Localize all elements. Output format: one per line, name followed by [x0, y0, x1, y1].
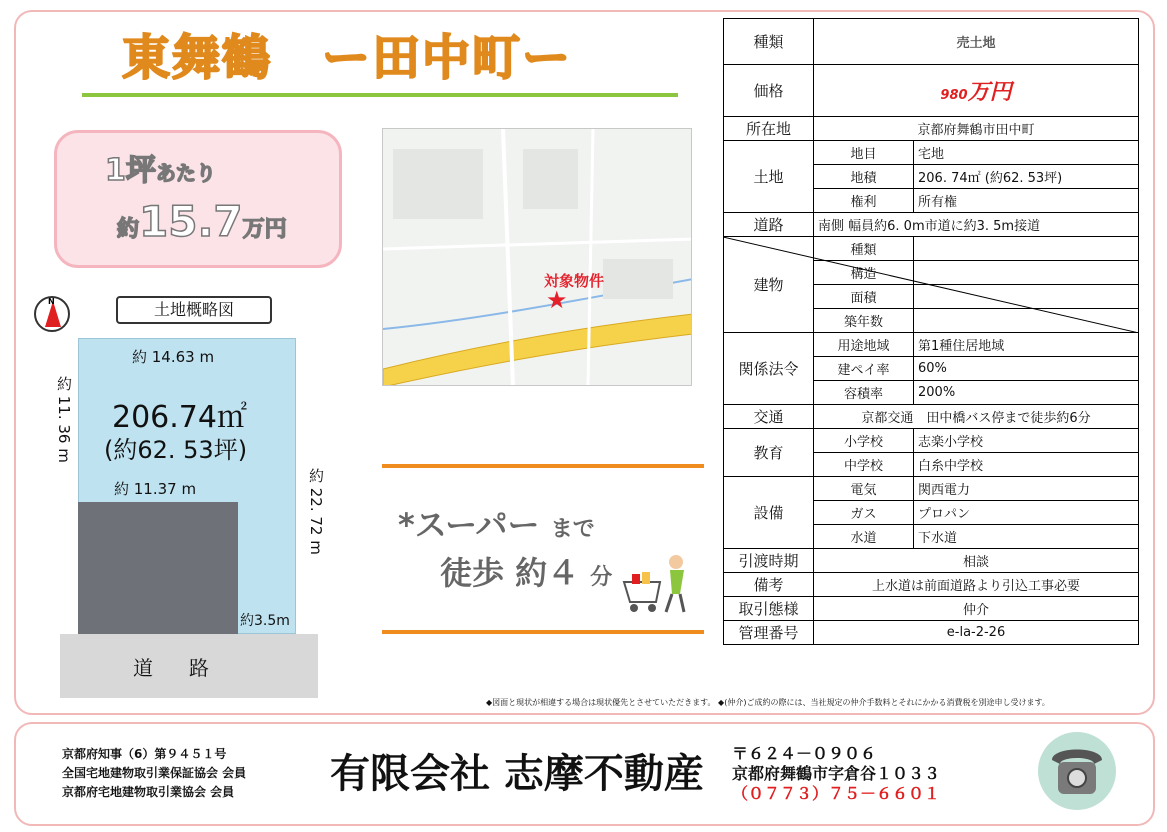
- building-not-applicable-slash: [723, 237, 1139, 333]
- price-unit: 万円: [967, 80, 1012, 105]
- building-key: 建物: [724, 237, 814, 333]
- location-value: 京都府舞鶴市田中町: [814, 117, 1139, 141]
- education-sub-value: 白糸中学校: [914, 453, 1139, 477]
- site-plan-label: 土地概略図: [116, 296, 272, 324]
- facility-key: 設備: [724, 477, 814, 549]
- traffic-value: 京都交通 田中橋バス停まで徒歩約6分: [814, 405, 1139, 429]
- facility-sub-key: 電気: [814, 477, 914, 501]
- table-row: [724, 597, 1139, 621]
- legal-sub-value: 第1種住居地域: [914, 333, 1139, 357]
- price-per-tsubo-value: [117, 197, 287, 246]
- orange-divider-top: [382, 464, 704, 468]
- license-number: 京都府知事（6）第９４５１号: [62, 747, 227, 761]
- telephone-icon: [1038, 732, 1116, 810]
- deal-type-key: 取引態様: [724, 597, 814, 621]
- legal-key: 関係法令: [724, 333, 814, 405]
- education-sub-value: 志楽小学校: [914, 429, 1139, 453]
- dimension-top-width: 約 14.63 m: [132, 348, 215, 366]
- building-sub-key: 種類: [814, 237, 914, 261]
- legal-sub-value: 60%: [914, 357, 1139, 381]
- education-key: 教育: [724, 429, 814, 477]
- building-sub-key: 構造: [814, 261, 914, 285]
- road-key: 道路: [724, 213, 814, 237]
- land-sub-value: 宅地: [914, 141, 1139, 165]
- land-area-tsubo: (約62. 53坪): [104, 436, 248, 464]
- dimension-right-depth: 約 22. 72 m: [307, 468, 325, 555]
- table-row: [724, 405, 1139, 429]
- tsubo-number: 15.7: [139, 197, 243, 246]
- type-value: 売土地: [814, 19, 1139, 65]
- building-sub-key: 面積: [814, 285, 914, 309]
- tsubo-unit: 1坪: [105, 153, 156, 188]
- handover-value: 相談: [814, 549, 1139, 573]
- area-map-drawing: [383, 129, 692, 386]
- walk-time: 徒歩 約４: [440, 554, 580, 592]
- tsubo-price-unit: 万円: [242, 217, 287, 242]
- supermarket-text: *スーパー: [398, 506, 540, 544]
- neighbor-lot: [78, 502, 238, 634]
- north-compass-icon: [34, 296, 70, 332]
- legal-sub-value: 200%: [914, 381, 1139, 405]
- compass-letter: N: [48, 297, 55, 306]
- type-key: 種類: [724, 19, 814, 65]
- tsubo-suffix: あたり: [155, 161, 216, 185]
- page-title: 東舞鶴 ー田中町ー: [122, 30, 573, 86]
- phone-number[interactable]: （０７７３）７５－６６０１: [732, 784, 941, 803]
- road-value: 南側 幅員約6. 0m市道に約3. 5m接道: [814, 213, 1139, 237]
- price-per-tsubo-label: [105, 145, 216, 189]
- shopping-cart-icon: [620, 552, 696, 618]
- legal-sub-key: 容積率: [814, 381, 914, 405]
- walk-time-unit: 分: [590, 565, 613, 590]
- table-row: [724, 549, 1139, 573]
- table-row: [724, 65, 1139, 117]
- license-info: [62, 745, 246, 802]
- orange-divider-bottom: [382, 630, 704, 634]
- table-row: [724, 141, 1139, 165]
- land-sub-key: 地積: [814, 165, 914, 189]
- remarks-key: 備考: [724, 573, 814, 597]
- facility-sub-value: プロパン: [914, 501, 1139, 525]
- title-underline: [82, 93, 678, 97]
- legal-sub-key: 建ペイ率: [814, 357, 914, 381]
- dimension-frontage: 約3.5m: [240, 613, 290, 629]
- association-membership: 全国宅地建物取引業保証協会 会員: [62, 766, 247, 780]
- price-per-tsubo-box: [54, 130, 342, 268]
- association-membership: 京都府宅地建物取引業協会 会員: [62, 785, 235, 799]
- supermarket-suffix: まで: [550, 517, 595, 542]
- area-map: [382, 128, 692, 386]
- remarks-value: 上水道は前面道路より引込工事必要: [814, 573, 1139, 597]
- land-area-sqm: 206.74㎡: [112, 400, 247, 435]
- land-key: 土地: [724, 141, 814, 213]
- company-address: [732, 744, 940, 804]
- management-number-key: 管理番号: [724, 621, 814, 645]
- location-key: 所在地: [724, 117, 814, 141]
- land-sub-key: 地目: [814, 141, 914, 165]
- table-row: [724, 573, 1139, 597]
- price-key: 価格: [724, 65, 814, 117]
- target-property-label: 対象物件: [544, 272, 605, 290]
- land-sub-key: 権利: [814, 189, 914, 213]
- facility-sub-key: 水道: [814, 525, 914, 549]
- supermarket-line1: [398, 500, 595, 546]
- handover-key: 引渡時期: [724, 549, 814, 573]
- legal-sub-key: 用途地域: [814, 333, 914, 357]
- dimension-left-depth: 約 11. 36 m: [55, 376, 73, 463]
- table-row: [724, 213, 1139, 237]
- table-row: [724, 477, 1139, 501]
- table-row: [724, 429, 1139, 453]
- slash-line: [723, 237, 1139, 333]
- star-icon: ★: [546, 286, 568, 314]
- deal-type-value: 仲介: [814, 597, 1139, 621]
- road-label: 道路: [133, 656, 245, 680]
- education-sub-key: 中学校: [814, 453, 914, 477]
- street-address: 京都府舞鶴市字倉谷１０３３: [732, 764, 941, 783]
- traffic-key: 交通: [724, 405, 814, 429]
- table-row: [724, 333, 1139, 357]
- land-sub-value: 所有権: [914, 189, 1139, 213]
- disclaimer-notice: ◆図面と現状が相違する場合は現状優先とさせていただきます。 ◆(仲介)ご成約の際には、当社規定の仲介手数料とそれにかかる消費税を別途申し受けます。: [486, 698, 1050, 707]
- management-number-value: e-la-2-26: [814, 621, 1139, 645]
- land-sub-value: 206. 74㎡ (約62. 53坪): [914, 165, 1139, 189]
- postal-code: 〒６２４－０９０６: [732, 744, 877, 763]
- education-sub-key: 小学校: [814, 429, 914, 453]
- table-row: [724, 117, 1139, 141]
- price-number: 980: [940, 88, 968, 103]
- facility-sub-value: 関西電力: [914, 477, 1139, 501]
- supermarket-line2: [440, 548, 612, 594]
- facility-sub-key: ガス: [814, 501, 914, 525]
- price-value: [814, 65, 1139, 117]
- building-sub-key: 築年数: [814, 309, 914, 333]
- dimension-mid-width: 約 11.37 m: [114, 480, 197, 498]
- table-row: [724, 19, 1139, 65]
- company-name: 有限会社 志摩不動産: [330, 751, 704, 797]
- table-row: [724, 621, 1139, 645]
- tsubo-approx: 約: [117, 217, 140, 242]
- facility-sub-value: 下水道: [914, 525, 1139, 549]
